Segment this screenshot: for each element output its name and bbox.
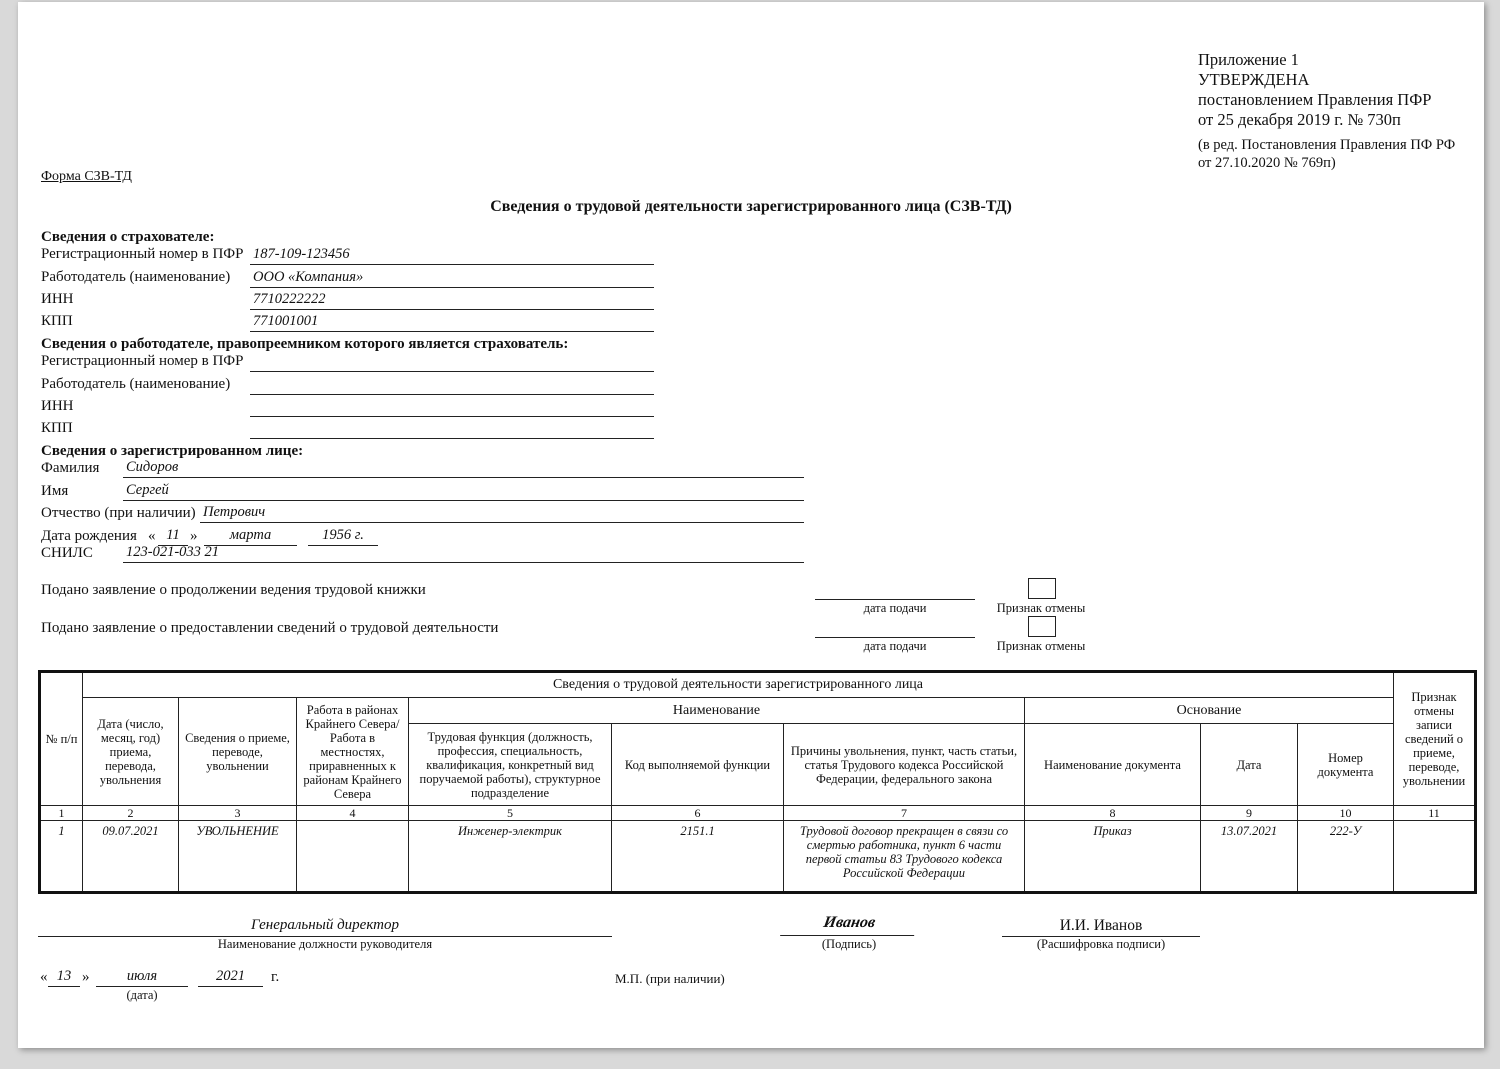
birth-month-field[interactable]: марта <box>204 527 297 546</box>
insurer-heading: Сведения о страхователе: <box>41 229 215 245</box>
cell-doc-name[interactable]: Приказ <box>1025 821 1201 893</box>
insurer-kpp-field[interactable]: 771001001 <box>250 313 654 332</box>
cell-north[interactable] <box>297 821 409 893</box>
header-doc-date: Дата <box>1201 724 1298 806</box>
cell-doc-date[interactable]: 13.07.2021 <box>1201 821 1298 893</box>
stamp-label: М.П. (при наличии) <box>615 971 725 986</box>
header-reason: Причины увольнения, пункт, часть статьи, статья Трудового кодекса Российской Федерации, федерального закона <box>784 724 1025 806</box>
provide-info-label: Подано заявление о предоставлении сведений о трудовой деятельности <box>41 620 499 636</box>
birth-quote-close: » <box>190 528 198 544</box>
insurer-employer-label: Работодатель (наименование) <box>41 269 231 285</box>
continue-cancel-checkbox[interactable] <box>1028 578 1056 599</box>
continue-date-field[interactable] <box>815 599 975 600</box>
cell-info[interactable]: УВОЛЬНЕНИЕ <box>179 821 297 893</box>
insurer-employer-field[interactable]: ООО «Компания» <box>250 269 654 288</box>
continue-workbook-label: Подано заявление о продолжении ведения трудовой книжки <box>41 582 426 598</box>
header-date: Дата (число, месяц, год) приема, перевода, увольнения <box>83 698 179 806</box>
sign-date-quote-open: « <box>40 969 48 985</box>
predecessor-reg-label: Регистрационный номер в ПФР <box>41 353 244 369</box>
signature-caption: (Подпись) <box>821 937 877 951</box>
insurer-inn-field[interactable]: 7710222222 <box>250 291 654 310</box>
sign-day-field[interactable]: 13 <box>48 968 80 987</box>
col-number: 11 <box>1394 806 1476 821</box>
col-number: 4 <box>297 806 409 821</box>
document-title: Сведения о трудовой деятельности зарегистрированного лица (СЗВ-ТД) <box>490 198 1012 215</box>
col-number: 10 <box>1298 806 1394 821</box>
provide-date-field[interactable] <box>815 637 975 638</box>
snils-label: СНИЛС <box>41 545 93 561</box>
work-activity-table <box>38 670 1477 894</box>
predecessor-reg-field[interactable] <box>250 353 654 372</box>
predecessor-heading: Сведения о работодателе, правопреемником которого является страхователь: <box>41 336 569 352</box>
cell-function[interactable]: Инженер-электрик <box>409 821 612 893</box>
header-group-name: Наименование <box>409 698 1025 724</box>
insurer-reg-field[interactable]: 187-109-123456 <box>250 246 654 265</box>
insurer-reg-label: Регистрационный номер в ПФР <box>41 246 244 262</box>
provide-cancel-caption: Признак отмены <box>996 639 1086 653</box>
insurer-inn-label: ИНН <box>41 291 74 307</box>
name-field[interactable]: Сергей <box>123 482 804 501</box>
position-field[interactable]: Генеральный директор <box>38 917 612 937</box>
header-code: Код выполняемой функции <box>612 724 784 806</box>
cell-cancel[interactable] <box>1394 821 1476 893</box>
cell-date[interactable]: 09.07.2021 <box>83 821 179 893</box>
sign-date-caption: (дата) <box>126 988 158 1002</box>
patronymic-label: Отчество (при наличии) <box>41 505 196 521</box>
header-doc-num: Номер документа <box>1298 724 1394 806</box>
birth-day-field[interactable]: 11 <box>158 527 188 546</box>
surname-field[interactable]: Сидоров <box>123 459 804 478</box>
col-number: 1 <box>40 806 83 821</box>
approval-line: УТВЕРЖДЕНА <box>1198 70 1310 89</box>
document-page <box>18 2 1484 1048</box>
col-number: 5 <box>409 806 612 821</box>
cell-code[interactable]: 2151.1 <box>612 821 784 893</box>
name-label: Имя <box>41 483 69 499</box>
approval-block <box>1198 50 1455 172</box>
predecessor-employer-field[interactable] <box>250 376 654 395</box>
approval-line: от 25 декабря 2019 г. № 730п <box>1198 110 1401 129</box>
col-number: 3 <box>179 806 297 821</box>
predecessor-inn-label: ИНН <box>41 398 74 414</box>
provide-date-caption: дата подачи <box>863 639 927 653</box>
col-number: 7 <box>784 806 1025 821</box>
snils-field[interactable]: 123-021-033 21 <box>123 544 804 563</box>
sign-month-field[interactable]: июля <box>96 968 188 987</box>
insurer-kpp-label: КПП <box>41 313 73 329</box>
header-north: Работа в районах Крайнего Севера/Работа в местностях, приравненных к районам Крайнего Севера <box>297 698 409 806</box>
col-number: 9 <box>1201 806 1298 821</box>
continue-cancel-caption: Признак отмены <box>996 601 1086 615</box>
form-label: Форма СЗВ-ТД <box>41 169 132 184</box>
approval-line: Приложение 1 <box>1198 50 1299 69</box>
header-doc-name: Наименование документа <box>1025 724 1201 806</box>
header-cancel: Признак отмены записи сведений о приеме, переводе, увольнении <box>1394 672 1476 806</box>
continue-date-caption: дата подачи <box>863 601 927 615</box>
header-group-basis: Основание <box>1025 698 1394 724</box>
cell-doc-num[interactable]: 222-У <box>1298 821 1394 893</box>
header-function: Трудовая функция (должность, профессия, специальность, квалификация, конкретный вид поручаемой работы), структурное подразделение <box>409 724 612 806</box>
cell-num[interactable]: 1 <box>40 821 83 893</box>
signature-decode-caption: (Расшифровка подписи) <box>1036 937 1166 951</box>
signature-field[interactable]: Иванов <box>780 914 918 936</box>
position-caption: Наименование должности руководителя <box>217 937 433 951</box>
col-number: 8 <box>1025 806 1201 821</box>
birth-label: Дата рождения <box>41 528 137 544</box>
approval-note: (в ред. Постановления Правления ПФ РФ <box>1198 137 1456 153</box>
birth-year-field[interactable]: 1956 г. <box>308 527 378 546</box>
provide-cancel-checkbox[interactable] <box>1028 616 1056 637</box>
predecessor-kpp-field[interactable] <box>250 420 654 439</box>
patronymic-field[interactable]: Петрович <box>200 504 804 523</box>
col-number: 2 <box>83 806 179 821</box>
header-group-main: Сведения о трудовой деятельности зарегистрированного лица <box>83 672 1394 698</box>
predecessor-employer-label: Работодатель (наименование) <box>41 376 231 392</box>
approval-line: постановлением Правления ПФР <box>1198 90 1432 109</box>
header-num: № п/п <box>40 672 83 806</box>
person-heading: Сведения о зарегистрированном лице: <box>41 443 304 459</box>
col-number: 6 <box>612 806 784 821</box>
sign-date-quote-close: » <box>82 969 90 985</box>
predecessor-inn-field[interactable] <box>250 398 654 417</box>
approval-note: от 27.10.2020 № 769п) <box>1198 155 1336 171</box>
header-info: Сведения о приеме, переводе, увольнении <box>179 698 297 806</box>
predecessor-kpp-label: КПП <box>41 420 73 436</box>
cell-reason[interactable]: Трудовой договор прекращен в связи со смертью работника, пункт 6 части первой статьи 83 Трудового кодекса Российской Федерации <box>784 821 1025 893</box>
table-row <box>40 821 1476 893</box>
sign-year-suffix: г. <box>271 969 280 985</box>
surname-label: Фамилия <box>41 460 100 476</box>
sign-year-field[interactable]: 2021 <box>198 968 263 987</box>
signature-decode-field[interactable]: И.И. Иванов <box>1002 917 1200 937</box>
birth-quote-open: « <box>148 528 156 544</box>
